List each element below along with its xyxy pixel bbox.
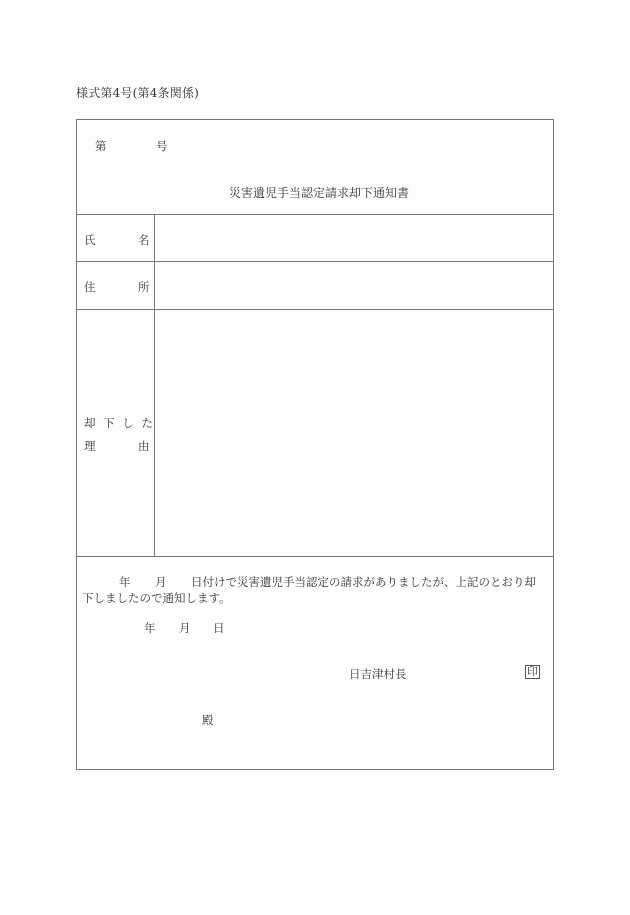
divider: [77, 214, 553, 215]
address-label-1: 住: [84, 280, 96, 294]
notice-date-month: 月: [155, 575, 167, 589]
issue-year: 年: [144, 621, 156, 635]
name-label-1: 氏: [84, 233, 96, 247]
label-column-divider: [154, 214, 155, 556]
address-label-2: 所: [138, 280, 150, 294]
divider: [77, 309, 553, 310]
number-prefix: 第: [95, 139, 107, 153]
notice-form: [76, 119, 554, 770]
number-suffix: 号: [156, 139, 168, 153]
notice-body-line1: 日付けで災害遺児手当認定の請求がありましたが、上記のとおり却: [191, 575, 536, 589]
divider: [77, 261, 553, 262]
form-number-label: 様式第4号(第4条関係): [76, 86, 200, 100]
issuer-title: 日吉津村長: [349, 667, 407, 681]
reason-field[interactable]: [159, 311, 549, 555]
issue-month: 月: [179, 621, 191, 635]
notice-date-year: 年: [119, 575, 131, 589]
address-field[interactable]: [159, 263, 549, 307]
issue-day: 日: [213, 621, 225, 635]
reason-label-line1: 却 下 し た: [84, 416, 155, 430]
reason-label-2a: 理: [84, 439, 96, 453]
document-title: 災害遺児手当認定請求却下通知書: [229, 186, 410, 200]
reason-label-2b: 由: [138, 439, 150, 453]
seal-mark: 印: [527, 665, 538, 678]
divider: [77, 556, 553, 557]
notice-body-line2: 下しましたので通知します。: [82, 591, 231, 605]
name-field[interactable]: [159, 216, 549, 260]
name-label-2: 名: [138, 233, 150, 247]
addressee-suffix: 殿: [202, 713, 214, 727]
